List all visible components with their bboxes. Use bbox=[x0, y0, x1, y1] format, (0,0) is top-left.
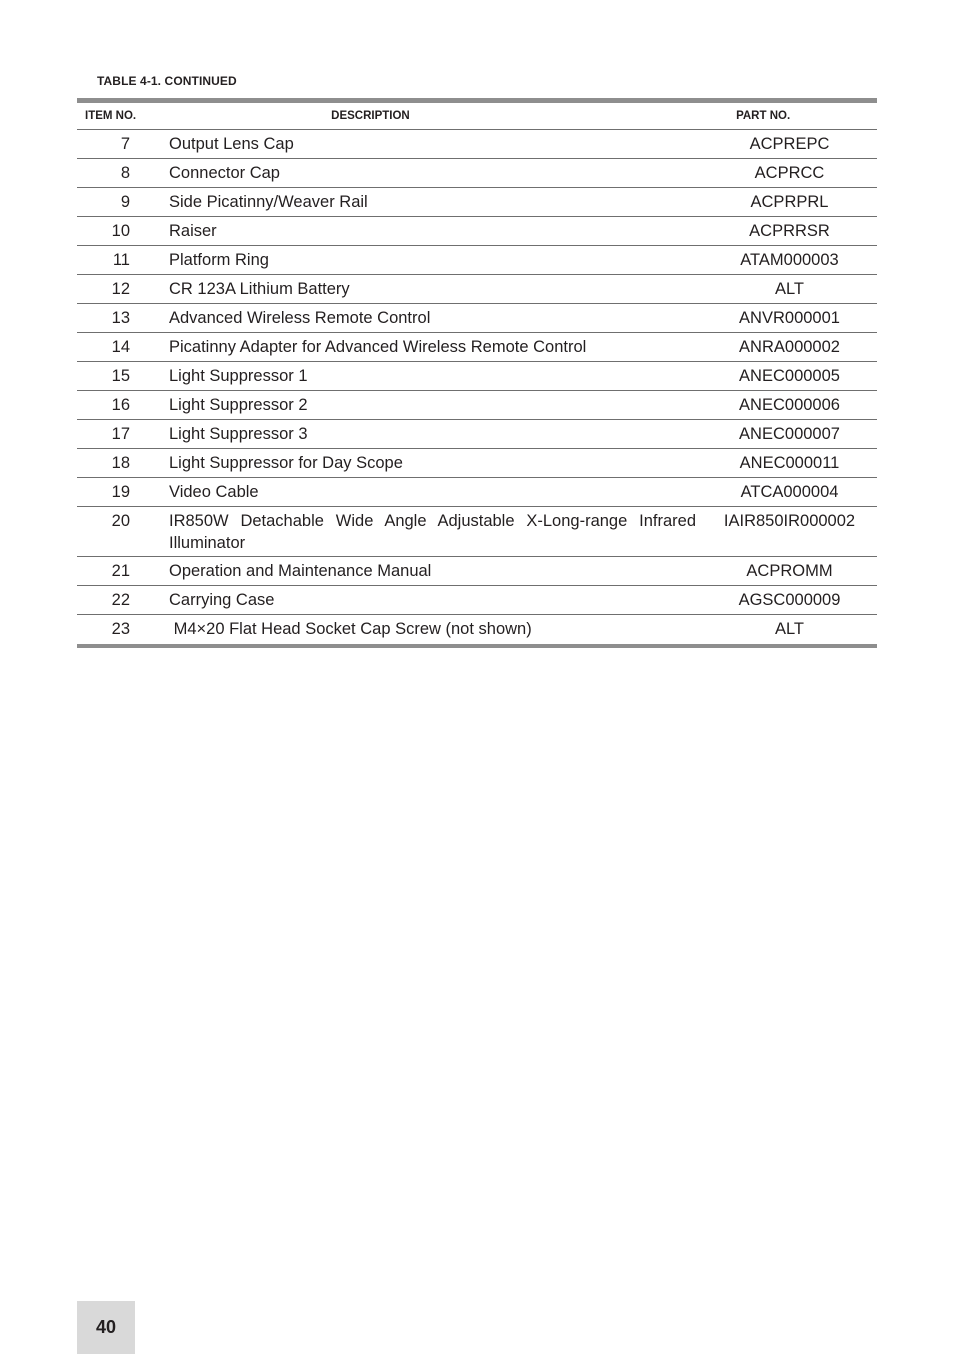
table-row bbox=[77, 304, 877, 333]
header-item-no: ITEM NO. bbox=[85, 110, 137, 122]
table-row bbox=[77, 507, 877, 557]
item-no-cell: 14 bbox=[111, 338, 130, 356]
item-no-cell: 20 bbox=[111, 512, 130, 530]
table-row bbox=[77, 246, 877, 275]
description-cell: CR 123A Lithium Battery bbox=[169, 280, 350, 298]
table-row bbox=[77, 586, 877, 615]
table-row bbox=[77, 420, 877, 449]
item-no-cell: 15 bbox=[111, 367, 130, 385]
description-cell: Output Lens Cap bbox=[169, 135, 294, 153]
header-description: DESCRIPTION bbox=[331, 110, 410, 122]
table-row bbox=[77, 188, 877, 217]
part-no-cell: ACPROMM bbox=[746, 562, 833, 580]
table-row bbox=[77, 615, 877, 644]
part-no-cell: ANEC000006 bbox=[739, 396, 840, 414]
table-row bbox=[77, 333, 877, 362]
description-cell: Side Picatinny/Weaver Rail bbox=[169, 193, 368, 211]
item-no-cell: 10 bbox=[111, 222, 130, 240]
item-no-cell: 17 bbox=[111, 425, 130, 443]
part-no-cell: ANEC000011 bbox=[739, 454, 840, 472]
header-part-no: PART NO. bbox=[736, 110, 791, 122]
description-cell: Operation and Maintenance Manual bbox=[169, 562, 432, 580]
item-no-cell: 16 bbox=[111, 396, 130, 414]
part-no-cell: ATCA000004 bbox=[740, 483, 839, 501]
parts-table bbox=[77, 98, 877, 648]
part-no-cell: ANVR000001 bbox=[739, 309, 840, 327]
description-cell: IR850W Detachable Wide Angle Adjustable X-Long-range Infrared Illuminator bbox=[169, 512, 696, 552]
table-row bbox=[77, 362, 877, 391]
table-row bbox=[77, 557, 877, 586]
item-no-cell: 13 bbox=[111, 309, 130, 327]
part-no-cell: ANRA000002 bbox=[739, 338, 840, 356]
description-cell: Carrying Case bbox=[169, 591, 275, 609]
description-cell: Platform Ring bbox=[169, 251, 269, 269]
table-row bbox=[77, 217, 877, 246]
table-caption: TABLE 4-1. CONTINUED bbox=[97, 74, 237, 88]
part-no-cell: ACPRPRL bbox=[750, 193, 829, 211]
item-no-cell: 18 bbox=[111, 454, 130, 472]
table-row bbox=[77, 449, 877, 478]
description-cell: Light Suppressor 2 bbox=[169, 396, 308, 414]
description-cell: Connector Cap bbox=[169, 164, 280, 182]
description-cell: Raiser bbox=[169, 222, 217, 240]
description-cell: Video Cable bbox=[169, 483, 259, 501]
table-row bbox=[77, 391, 877, 420]
table-row bbox=[77, 275, 877, 304]
part-no-cell: ACPREPC bbox=[749, 135, 830, 153]
description-cell: Light Suppressor for Day Scope bbox=[169, 454, 403, 472]
description-cell: Advanced Wireless Remote Control bbox=[169, 309, 431, 327]
item-no-cell: 19 bbox=[111, 483, 130, 501]
part-no-cell: IAIR850IR000002 bbox=[723, 512, 856, 530]
part-no-cell: ACPRCC bbox=[754, 164, 825, 182]
description-cell: Light Suppressor 1 bbox=[169, 367, 308, 385]
item-no-cell: 7 bbox=[120, 135, 130, 153]
part-no-cell: ANEC000005 bbox=[739, 367, 840, 385]
part-no-cell: ALT bbox=[774, 620, 805, 638]
part-no-cell: ACPRRSR bbox=[749, 222, 830, 240]
item-no-cell: 22 bbox=[111, 591, 130, 609]
part-no-cell: AGSC000009 bbox=[738, 591, 841, 609]
part-no-cell: ATAM000003 bbox=[740, 251, 839, 269]
part-no-cell: ALT bbox=[774, 280, 805, 298]
description-cell: M4×20 Flat Head Socket Cap Screw (not shown) bbox=[169, 620, 532, 638]
description-cell: Picatinny Adapter for Advanced Wireless Remote Control bbox=[169, 338, 587, 356]
description-cell: Light Suppressor 3 bbox=[169, 425, 308, 443]
table-row bbox=[77, 478, 877, 507]
part-no-cell: ANEC000007 bbox=[739, 425, 840, 443]
table-header-row bbox=[77, 103, 877, 130]
table-row bbox=[77, 130, 877, 159]
item-no-cell: 21 bbox=[111, 562, 130, 580]
item-no-cell: 12 bbox=[111, 280, 130, 298]
item-no-cell: 11 bbox=[112, 251, 130, 269]
table-row bbox=[77, 159, 877, 188]
item-no-cell: 8 bbox=[120, 164, 130, 182]
page-number: 40 bbox=[77, 1301, 135, 1354]
item-no-cell: 9 bbox=[120, 193, 130, 211]
item-no-cell: 23 bbox=[111, 620, 130, 638]
